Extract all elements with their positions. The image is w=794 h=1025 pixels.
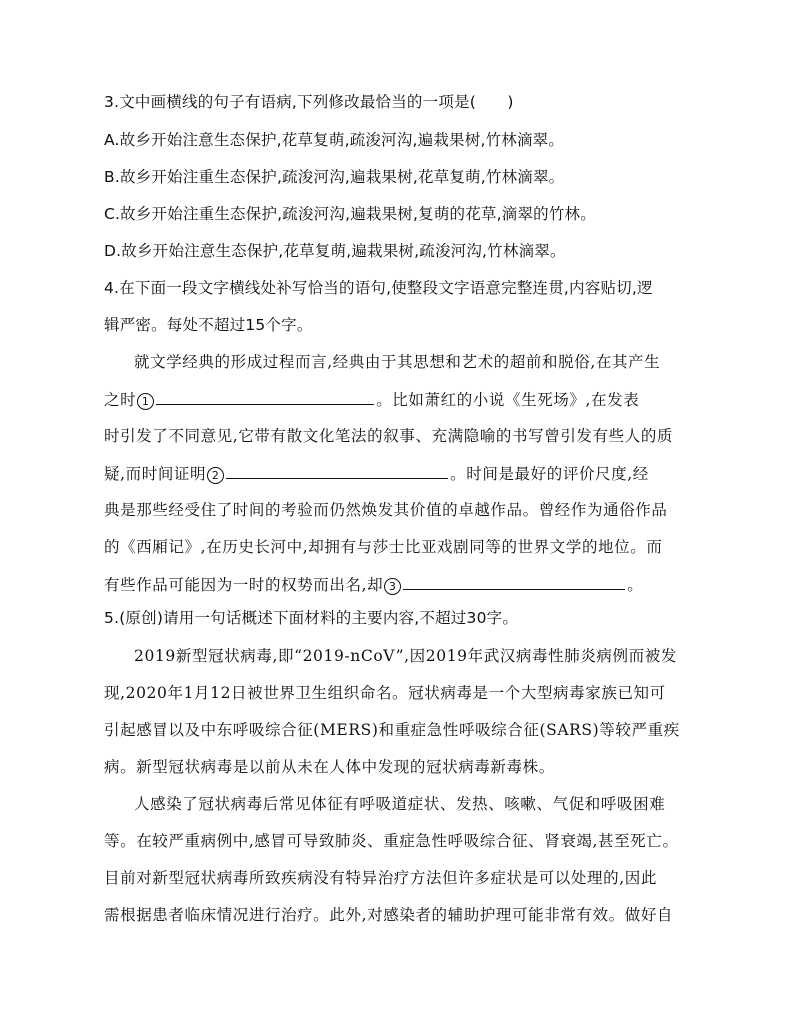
answer-blank-3[interactable] [403, 574, 625, 590]
passage-text: 。比如萧红的小说《生死场》,在发表 [376, 391, 640, 409]
q4-passage-line2 [104, 389, 754, 410]
q3-option-b: B.故乡开始注重生态保护,疏浚河沟,遍栽果树,花草复萌,竹林滴翠。 [104, 168, 565, 186]
passage-text: 之时 [104, 391, 137, 409]
q4-passage-line3: 时引发了不同意见,它带有散文化笔法的叙事、充满隐喻的书写曾引发有些人的质 [104, 427, 674, 445]
blank-marker-1: 1 [137, 393, 154, 410]
blank-marker-2: 2 [207, 467, 224, 484]
q4-stem-line1: 4.在下面一段文字横线处补写恰当的语句,使整段文字语意完整连贯,内容贴切,逻 [104, 279, 653, 297]
answer-blank-1[interactable] [156, 389, 374, 405]
q4-passage-line5: 典是那些经受住了时间的考验而仍然焕发其价值的卓越作品。曾经作为通俗作品 [104, 501, 668, 519]
q5-para2-line4: 需根据患者临床情况进行治疗。此外,对感染者的辅助护理可能非常有效。做好自 [104, 906, 674, 924]
q4-stem-line2: 辑严密。每处不超过15个字。 [104, 316, 313, 334]
q4-passage-line7 [104, 574, 754, 595]
blank-marker-3: 3 [384, 578, 401, 595]
passage-text: 有些作品可能因为一时的权势而出名,却 [104, 576, 384, 594]
passage-text: 疑,而时间证明 [104, 465, 207, 483]
q3-option-c: C.故乡开始注重生态保护,疏浚河沟,遍栽果树,复萌的花草,滴翠的竹林。 [104, 205, 596, 223]
q3-option-a: A.故乡开始注意生态保护,花草复萌,疏浚河沟,遍栽果树,竹林滴翠。 [104, 131, 565, 149]
q5-para1-line3: 引起感冒以及中东呼吸综合征(MERS)和重症急性呼吸综合征(SARS)等较严重疾 [104, 721, 680, 739]
q5-para2-line1: 人感染了冠状病毒后常见体征有呼吸道症状、发热、咳嗽、气促和呼吸困难 [134, 795, 666, 813]
q4-passage-line6: 的《西厢记》,在历史长河中,却拥有与莎士比亚戏剧同等的世界文学的地位。而 [104, 538, 663, 556]
q5-para1-line1: 2019新型冠状病毒,即“2019-nCoV”,因2019年武汉病毒性肺炎病例而被发 [134, 647, 677, 665]
answer-blank-2[interactable] [226, 463, 448, 479]
q4-passage-line4 [104, 463, 754, 484]
q5-para2-line3: 目前对新型冠状病毒所致疾病没有特异治疗方法但许多症状是可以处理的,因此 [104, 869, 657, 887]
q5-stem: 5.(原创)请用一句话概述下面材料的主要内容,不超过30字。 [104, 609, 519, 627]
q5-para1-line4: 病。新型冠状病毒是以前从未在人体中发现的冠状病毒新毒株。 [104, 758, 555, 776]
q3-option-d: D.故乡开始注意生态保护,花草复萌,遍栽果树,疏浚河沟,竹林滴翠。 [104, 242, 566, 260]
q4-passage-line1: 就文学经典的形成过程而言,经典由于其思想和艺术的超前和脱俗,在其产生 [134, 353, 661, 371]
q3-stem: 3.文中画横线的句子有语病,下列修改最恰当的一项是( ) [104, 93, 514, 111]
q5-para1-line2: 现,2020年1月12日被世界卫生组织命名。冠状病毒是一个大型病毒家族已知可 [104, 684, 666, 702]
q5-para2-line2: 等。在较严重病例中,感冒可导致肺炎、重症急性呼吸综合征、肾衰竭,甚至死亡。 [104, 832, 679, 850]
passage-text: 。时间是最好的评价尺度,经 [450, 465, 649, 483]
passage-text: 。 [627, 576, 644, 594]
